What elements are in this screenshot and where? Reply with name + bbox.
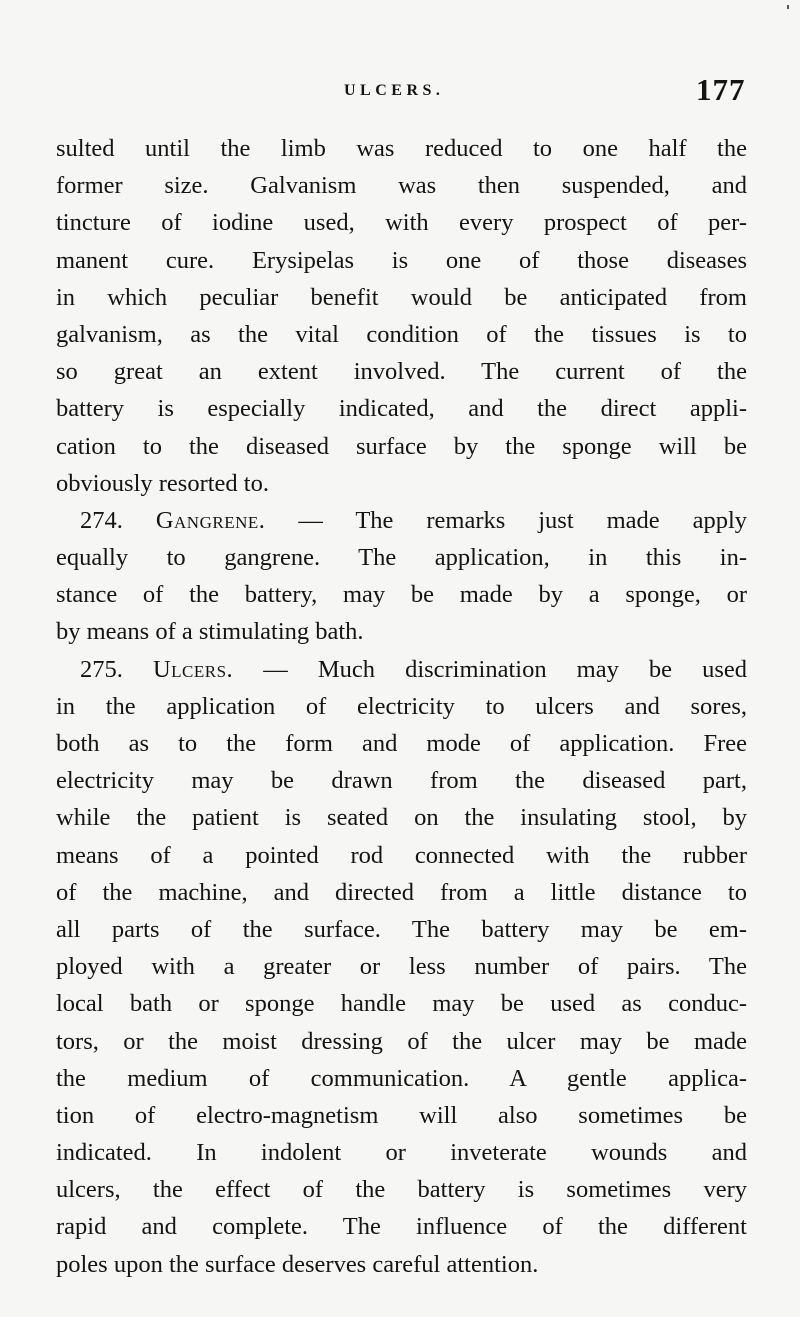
section-heading: Ulcers. xyxy=(152,655,234,683)
text-line: obviously resorted to. xyxy=(56,469,269,497)
running-title: ULCERS. xyxy=(344,82,445,99)
text-line: while the patient is seated on the insulating stool, by xyxy=(56,804,747,832)
section-heading: Gangrene. xyxy=(155,506,266,534)
section-start-line xyxy=(56,502,747,539)
page-number: 177 xyxy=(696,72,746,107)
text-line: ulcers, the effect of the battery is sometimes very xyxy=(56,1176,747,1204)
body-text xyxy=(56,130,747,1283)
text-line: manent cure. Erysipelas is one of those diseases xyxy=(56,246,747,274)
text-line: in the application of electricity to ulcers and sores, xyxy=(56,692,747,720)
running-head xyxy=(344,80,444,100)
text-line: electricity may be drawn from the diseased part, xyxy=(56,767,747,795)
text-line: tincture of iodine used, with every prospect of per- xyxy=(56,209,747,237)
text-line: so great an extent involved. The current of the xyxy=(56,358,747,386)
text-line: ployed with a greater or less number of pairs. The xyxy=(56,953,747,981)
section-lead: — The remarks just made apply xyxy=(298,506,747,534)
section-number: 274. xyxy=(80,506,123,534)
text-line: poles upon the surface deserves careful attention. xyxy=(56,1250,539,1278)
text-line: rapid and complete. The influence of the different xyxy=(56,1213,747,1241)
section-start-line xyxy=(56,651,747,688)
text-line: tors, or the moist dressing of the ulcer may be made xyxy=(56,1027,747,1055)
text-line: all parts of the surface. The battery may be em- xyxy=(56,915,747,943)
section-lead: — Much discrimination may be used xyxy=(263,655,748,683)
text-line: both as to the form and mode of application. Free xyxy=(56,730,747,757)
text-line: galvanism, as the vital condition of the tissues is to xyxy=(56,320,747,348)
text-line: by means of a stimulating bath. xyxy=(56,618,364,646)
text-line: the medium of communication. A gentle applica- xyxy=(56,1064,747,1092)
edge-mark xyxy=(787,5,789,9)
text-line: cation to the diseased surface by the sponge will be xyxy=(56,432,747,460)
text-line: former size. Galvanism was then suspended, and xyxy=(56,172,747,200)
text-line: of the machine, and directed from a little distance to xyxy=(56,878,747,906)
text-line: equally to gangrene. The application, in this in- xyxy=(56,544,747,572)
text-line: stance of the battery, may be made by a sponge, or xyxy=(56,581,747,609)
text-line: local bath or sponge handle may be used as conduc- xyxy=(56,990,747,1018)
text-line: sulted until the limb was reduced to one half the xyxy=(56,135,747,162)
text-line: indicated. In indolent or inveterate wounds and xyxy=(56,1139,747,1167)
text-line: in which peculiar benefit would be anticipated from xyxy=(56,283,747,311)
text-line: battery is especially indicated, and the direct appli- xyxy=(56,395,747,423)
text-line: means of a pointed rod connected with the rubber xyxy=(56,841,747,869)
text-line: tion of electro-magnetism will also sometimes be xyxy=(56,1101,747,1129)
section-number: 275. xyxy=(80,655,123,683)
